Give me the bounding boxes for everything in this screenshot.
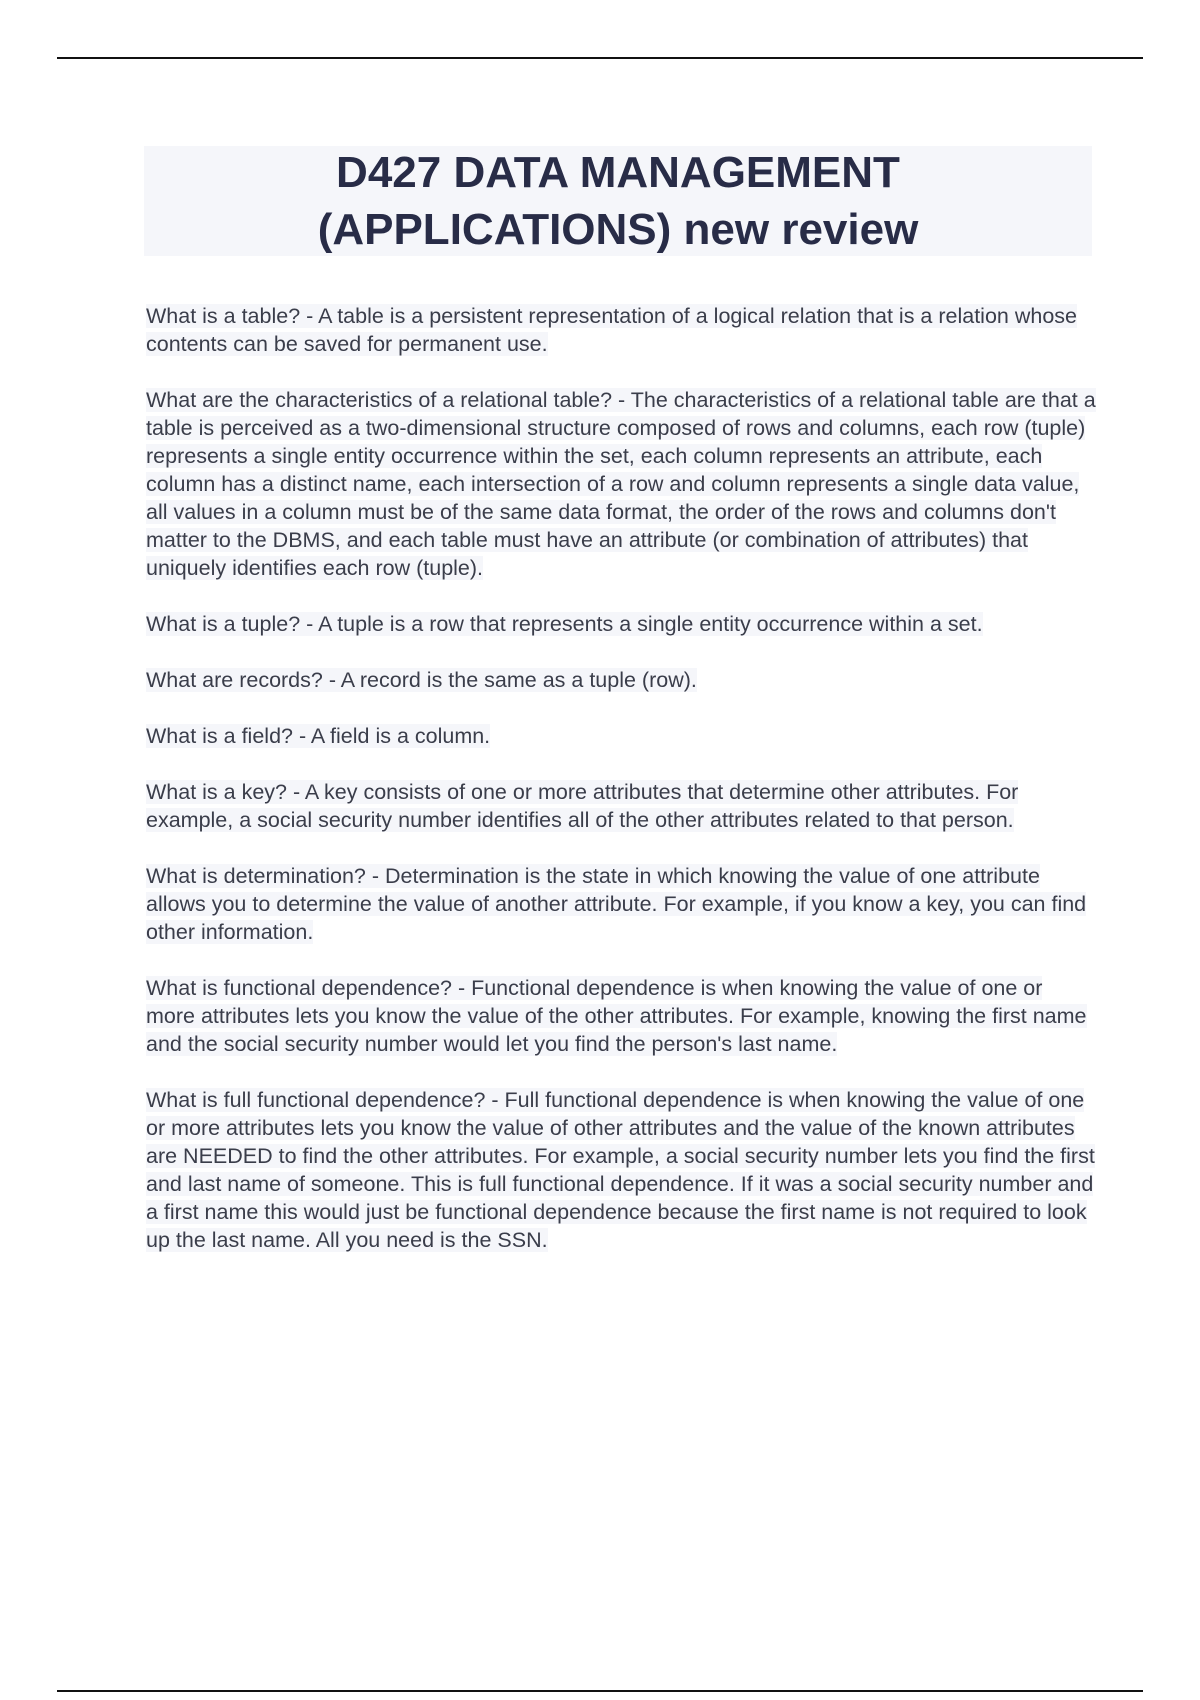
qa-text: What is functional dependence? - Functional dependence is when knowing the value of one or more attributes lets you know the value of the other attributes. For example, knowing the first name and the social security number would let you find the person's last name. (146, 976, 1087, 1056)
document-title-line-1: D427 DATA MANAGEMENT (336, 148, 900, 197)
qa-text: What is a tuple? - A tuple is a row that represents a single entity occurrence within a set. (146, 612, 983, 636)
document-title (318, 144, 919, 258)
qa-item-functional-dependence (146, 974, 1096, 1058)
qa-text: What is full functional dependence? - Full functional dependence is when knowing the value of one or more attributes lets you know the value of other attributes and the value of the known attributes are NEEDED to find the other attributes. For example, a social security number lets you find the first and last name of someone. This is full functional dependence. If it was a social security number and a first name this would just be functional dependence because the first name is not required to look up the last name. All you need is the SSN. (146, 1088, 1095, 1252)
title-block (144, 146, 1092, 256)
qa-item-tuple (146, 610, 1096, 638)
qa-text: What is a field? - A field is a column. (146, 724, 491, 748)
qa-text: What are records? - A record is the same as a tuple (row). (146, 668, 697, 692)
qa-text: What is determination? - Determination is the state in which knowing the value of one attribute allows you to determine the value of another attribute. For example, if you know a key, you can find other information. (146, 864, 1087, 944)
qa-item-records (146, 666, 1096, 694)
qa-item-key (146, 778, 1096, 834)
top-rule (57, 57, 1143, 59)
document-body (146, 302, 1096, 1282)
qa-text: What are the characteristics of a relational table? - The characteristics of a relational table are that a table is perceived as a two-dimensional structure composed of rows and columns, each row (tuple) represents a single entity occurrence within the set, each column represents an attribute, each column has a distinct name, each intersection of a row and column represents a single data value, all values in a column must be of the same data format, the order of the rows and columns don't matter to the DBMS, and each table must have an attribute (or combination of attributes) that uniquely identifies each row (tuple). (146, 388, 1096, 580)
qa-item-relational-table (146, 386, 1096, 582)
bottom-rule (57, 1690, 1143, 1692)
document-title-line-2: (APPLICATIONS) new review (317, 205, 919, 254)
qa-text: What is a key? - A key consists of one or more attributes that determine other attributes. For example, a social security number identifies all of the other attributes related to that person. (146, 780, 1019, 832)
qa-text: What is a table? - A table is a persistent representation of a logical relation that is a relation whose contents can be saved for permanent use. (146, 304, 1077, 356)
qa-item-field (146, 722, 1096, 750)
qa-item-determination (146, 862, 1096, 946)
qa-item-full-functional-dependence (146, 1086, 1096, 1254)
qa-item-table (146, 302, 1096, 358)
